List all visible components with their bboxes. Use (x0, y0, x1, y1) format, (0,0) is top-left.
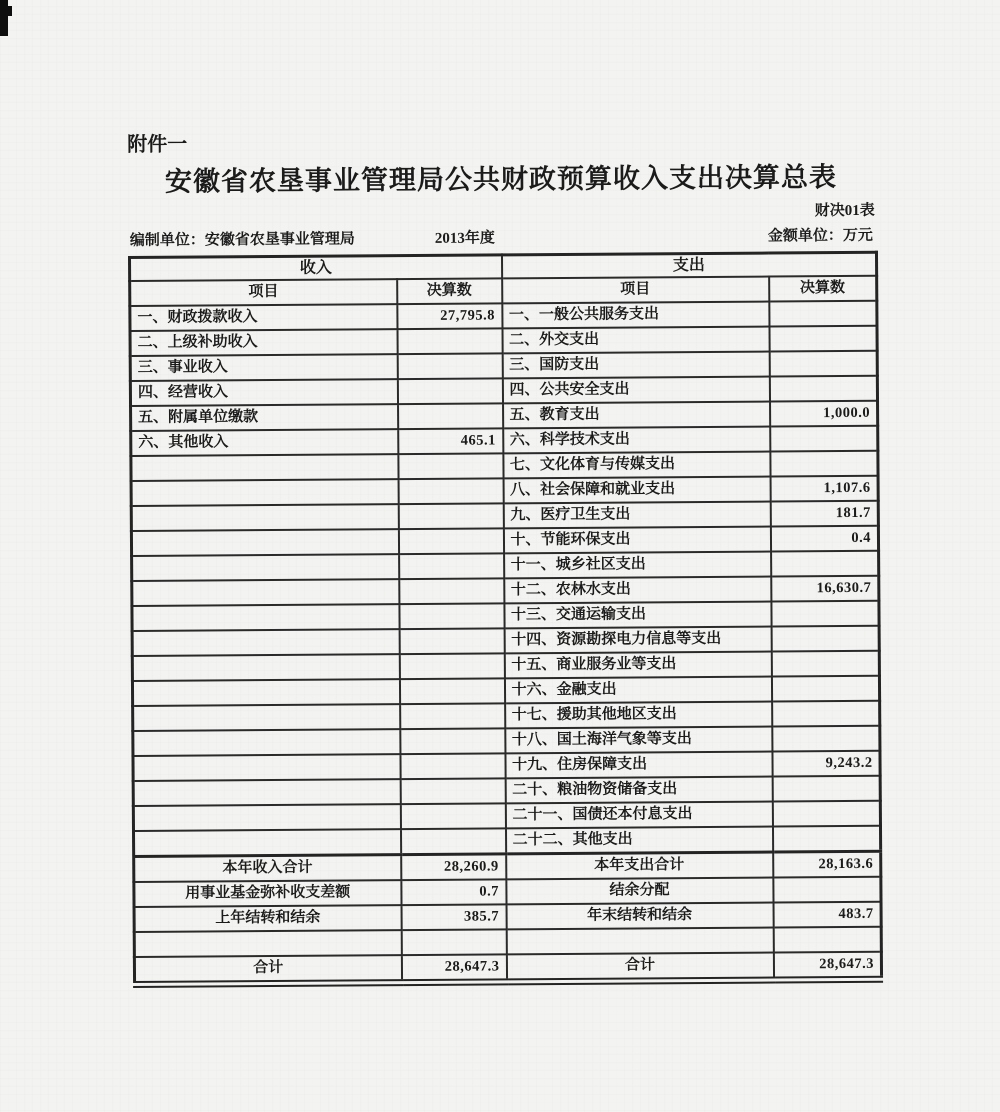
income-value-cell (399, 678, 504, 704)
expense-value-cell (773, 826, 881, 852)
income-item-cell (132, 679, 399, 706)
expense-item-cell: 九、医疗卫生支出 (503, 502, 770, 529)
expense-value-cell (769, 301, 877, 327)
income-item-cell (133, 729, 400, 756)
income-value-cell: 465.1 (398, 428, 503, 454)
income-item-cell (134, 930, 401, 957)
income-item-cell (132, 654, 399, 681)
income-value-cell (399, 603, 504, 629)
income-value-cell (400, 828, 505, 854)
expense-item-cell: 一、一般公共服务支出 (502, 302, 769, 329)
income-item-cell: 六、其他收入 (131, 429, 398, 456)
income-value-cell (397, 378, 502, 404)
expense-value-cell (771, 551, 879, 577)
budget-table (128, 251, 883, 988)
income-value-cell: 0.7 (401, 879, 506, 905)
income-item-cell (133, 704, 400, 731)
income-amount-header: 决算数 (397, 278, 502, 304)
expense-item-cell: 合计 (506, 953, 773, 982)
expense-item-cell: 六、科学技术支出 (503, 427, 770, 454)
income-value-cell (398, 453, 503, 479)
expense-amount-header: 决算数 (769, 276, 877, 302)
expense-value-cell: 0.4 (770, 526, 878, 552)
expense-value-cell: 9,243.2 (772, 751, 880, 777)
expense-item-cell (506, 928, 773, 955)
income-item-cell (133, 779, 400, 806)
income-item-cell: 五、附属单位缴款 (131, 404, 398, 431)
expense-value-cell (773, 877, 881, 903)
expense-item-cell: 十九、住房保障支出 (505, 752, 772, 779)
expense-item-cell: 十一、城乡社区支出 (504, 552, 771, 579)
income-value-cell: 28,647.3 (401, 954, 506, 982)
expense-item-cell: 四、公共安全支出 (502, 377, 769, 404)
income-item-cell (132, 579, 399, 606)
income-value-cell (397, 328, 502, 354)
income-value-cell (400, 753, 505, 779)
income-value-cell: 28,260.9 (401, 854, 506, 880)
expense-value-cell (771, 626, 879, 652)
summary-body (134, 851, 882, 984)
expense-value-cell: 1,107.6 (770, 476, 878, 502)
income-item-cell (133, 804, 400, 831)
income-value-cell (400, 703, 505, 729)
expense-item-cell: 十三、交通运输支出 (504, 602, 771, 629)
income-value-cell (400, 778, 505, 804)
expense-item-cell: 十五、商业服务业等支出 (504, 652, 771, 679)
expense-item-cell: 十二、农林水支出 (504, 577, 771, 604)
income-value-cell (399, 628, 504, 654)
expense-value-cell (769, 326, 877, 352)
expense-value-cell (773, 927, 881, 953)
expense-item-cell: 十八、国土海洋气象等支出 (505, 727, 772, 754)
expense-item-cell: 三、国防支出 (502, 352, 769, 379)
expense-item-header: 项目 (502, 277, 769, 304)
expense-value-cell (772, 776, 880, 802)
income-value-cell (398, 528, 503, 554)
income-section-header: 收入 (129, 255, 501, 281)
table-code: 财决01表 (814, 202, 875, 220)
income-value-cell (398, 478, 503, 504)
expense-item-cell: 五、教育支出 (503, 402, 770, 429)
income-item-cell: 一、财政拨款收入 (130, 304, 397, 331)
expense-item-cell: 十、节能环保支出 (503, 527, 770, 554)
income-value-cell (399, 653, 504, 679)
amount-unit-label: 金额单位：万元 (767, 227, 873, 245)
income-item-cell (131, 479, 398, 506)
expense-value-cell: 28,163.6 (773, 851, 881, 877)
expense-value-cell (771, 651, 879, 677)
income-item-cell (131, 504, 398, 531)
income-value-cell (400, 728, 505, 754)
income-value-cell (397, 353, 502, 379)
summary-row (134, 952, 881, 985)
table-body (130, 301, 881, 857)
income-item-cell: 二、上级补助收入 (130, 329, 397, 356)
income-value-cell (400, 803, 505, 829)
fiscal-year-label: 2013年度 (434, 230, 495, 247)
expense-item-cell: 年末结转和结余 (506, 903, 773, 930)
prepared-by-label: 编制单位：安徽省农垦事业管理局 (129, 231, 355, 249)
expense-value-cell: 181.7 (770, 501, 878, 527)
expense-item-cell: 十四、资源勘探电力信息等支出 (504, 627, 771, 654)
expense-item-cell: 十六、金融支出 (504, 677, 771, 704)
expense-item-cell: 二十、粮油物资储备支出 (505, 777, 772, 804)
expense-item-cell: 七、文化体育与传媒支出 (503, 452, 770, 479)
income-item-cell (132, 629, 399, 656)
expense-value-cell (769, 376, 877, 402)
expense-value-cell (772, 726, 880, 752)
expense-value-cell (770, 451, 878, 477)
expense-item-cell: 结余分配 (506, 878, 773, 905)
income-value-cell (399, 553, 504, 579)
income-item-cell: 合计 (134, 955, 401, 984)
income-item-cell: 四、经营收入 (130, 379, 397, 406)
income-item-header: 项目 (130, 279, 397, 306)
income-item-cell (131, 529, 398, 556)
expense-value-cell: 28,647.3 (773, 952, 881, 980)
income-item-cell (134, 829, 401, 856)
income-item-cell (131, 454, 398, 481)
income-value-cell: 27,795.8 (397, 303, 502, 329)
expense-value-cell: 1,000.0 (770, 401, 878, 427)
expense-value-cell (771, 601, 879, 627)
meta-row (128, 224, 875, 253)
income-value-cell (401, 929, 506, 955)
expense-value-cell: 483.7 (773, 902, 881, 928)
expense-value-cell (770, 426, 878, 452)
expense-value-cell: 16,630.7 (771, 576, 879, 602)
expense-value-cell (772, 701, 880, 727)
income-item-cell: 用事业基金弥补收支差额 (134, 880, 401, 907)
income-value-cell (398, 503, 503, 529)
income-value-cell (399, 578, 504, 604)
income-item-cell: 上年结转和结余 (134, 905, 401, 932)
expense-value-cell (769, 351, 877, 377)
income-item-cell: 三、事业收入 (130, 354, 397, 381)
expense-item-cell: 二、外交支出 (502, 327, 769, 354)
expense-item-cell: 十七、援助其他地区支出 (505, 702, 772, 729)
expense-item-cell: 八、社会保障和就业支出 (503, 477, 770, 504)
expense-item-cell: 二十二、其他支出 (506, 827, 773, 854)
expense-section-header: 支出 (502, 252, 877, 278)
expense-item-cell: 二十一、国债还本付息支出 (505, 802, 772, 829)
income-value-cell (398, 403, 503, 429)
income-item-cell (132, 554, 399, 581)
expense-item-cell: 本年支出合计 (506, 852, 773, 879)
income-item-cell (132, 604, 399, 631)
attachment-label: 附件一 (127, 133, 188, 157)
page-title: 安徽省农垦事业管理局公共财政预算收入支出决算总表 (164, 162, 838, 197)
income-item-cell (133, 754, 400, 781)
expense-value-cell (771, 676, 879, 702)
expense-value-cell (772, 801, 880, 827)
income-item-cell: 本年收入合计 (134, 855, 401, 882)
income-value-cell: 385.7 (401, 904, 506, 930)
